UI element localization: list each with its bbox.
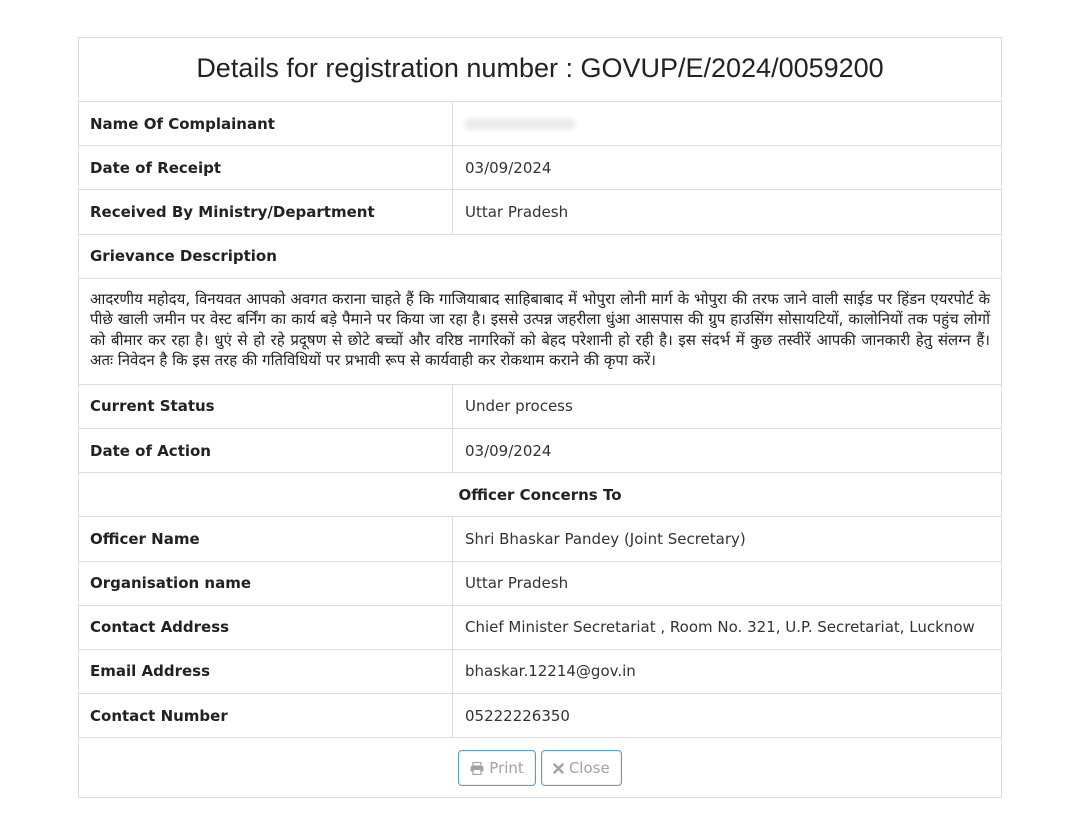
action-footer <box>79 738 1001 798</box>
label-name-of-complainant: Name Of Complainant <box>79 102 453 145</box>
value-contact-address: Chief Minister Secretariat , Room No. 321, U.P. Secretariat, Lucknow <box>465 618 975 637</box>
row-contact-number <box>79 694 1001 738</box>
value-current-status: Under process <box>465 397 573 416</box>
page-title: Details for registration number : GOVUP/E/2024/0059200 <box>79 38 1001 102</box>
row-grievance-description-header <box>79 235 1001 279</box>
label-officer-name: Officer Name <box>79 517 453 560</box>
value-received-by: Uttar Pradesh <box>465 202 569 221</box>
label-date-of-action: Date of Action <box>79 429 453 472</box>
row-email-address <box>79 650 1001 694</box>
print-button-label: Print <box>489 759 524 778</box>
value-officer-name: Shri Bhaskar Pandey (Joint Secretary) <box>465 529 746 548</box>
value-contact-number: 05222226350 <box>465 706 570 725</box>
label-current-status: Current Status <box>79 385 453 428</box>
row-date-of-receipt <box>79 146 1001 190</box>
value-organisation-name: Uttar Pradesh <box>465 574 569 593</box>
label-contact-number: Contact Number <box>79 694 453 737</box>
officer-section-title: Officer Concerns To <box>458 485 622 504</box>
label-email-address: Email Address <box>79 650 453 693</box>
print-icon <box>470 762 484 775</box>
label-contact-address: Contact Address <box>79 606 453 649</box>
grievance-details-panel <box>78 37 1002 798</box>
grievance-description-text: आदरणीय महोदय, विनयवत आपको अवगत कराना चाहते हैं कि गाजियाबाद साहिबाबाद में भोपुरा लोनी मार्ग के भोपुरा की तरफ जाने वाली साईड पर हिंडन एयरपोर्ट के पीछे खाली जमीन पर वेस्ट बर्निंग का कार्य बड़े पैमाने पर किया जा रहा है। इससे उत्पन्न जहरीला धुंआ आसपास की ग्रुप हाउसिंग सोसायटियों, कालोनियों तक पहुंच लोगों को बीमार कर रहा है। धुएं से हो रहे प्रदूषण से छोटे बच्चों और वरिष्ठ नागरिकों को बेहद परेशानी हो रही है। इस संदर्भ में कुछ तस्वीरें आपकी जानकारी हेतु संलग्न हैं। अतः निवेदन है कि इस तरह की गतिविधियों पर प्रभावी रूप से कार्यवाही कर रोकथाम कराने की कृपा करें। <box>79 279 1001 385</box>
label-organisation-name: Organisation name <box>79 562 453 605</box>
label-received-by: Received By Ministry/Department <box>79 190 453 233</box>
value-email-address: bhaskar.12214@gov.in <box>465 662 636 681</box>
value-date-of-action: 03/09/2024 <box>465 441 552 460</box>
label-grievance-description: Grievance Description <box>90 247 277 266</box>
row-name-of-complainant <box>79 102 1001 146</box>
redacted-name <box>465 118 575 130</box>
close-icon <box>553 763 564 774</box>
row-received-by <box>79 190 1001 234</box>
row-current-status <box>79 385 1001 429</box>
row-organisation-name <box>79 562 1001 606</box>
print-button[interactable] <box>458 750 536 786</box>
label-date-of-receipt: Date of Receipt <box>79 146 453 189</box>
value-name-of-complainant <box>453 102 1001 145</box>
row-contact-address <box>79 606 1001 650</box>
row-officer-section-header <box>79 473 1001 517</box>
row-date-of-action <box>79 429 1001 473</box>
close-button[interactable] <box>541 750 622 786</box>
close-button-label: Close <box>568 759 610 778</box>
value-date-of-receipt: 03/09/2024 <box>465 158 552 177</box>
row-officer-name <box>79 517 1001 561</box>
